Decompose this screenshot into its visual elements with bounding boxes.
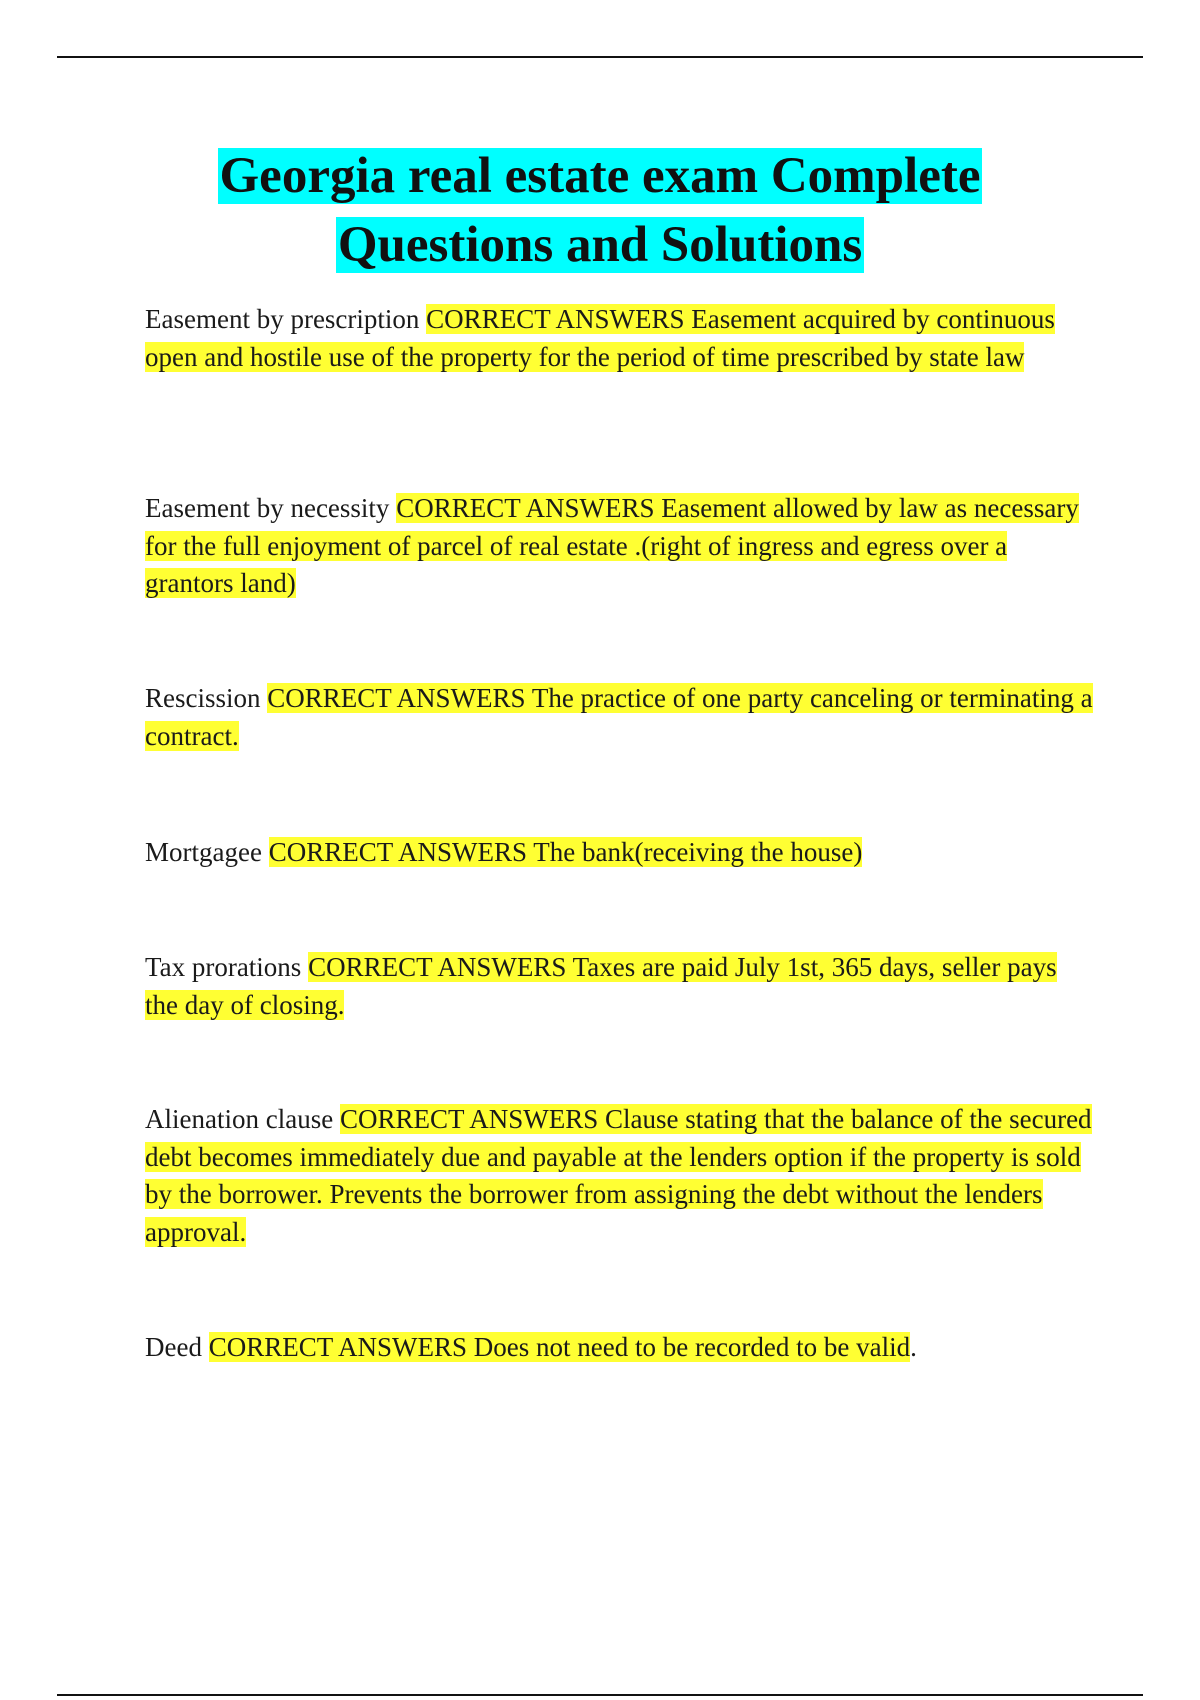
answer: CORRECT ANSWERS Easement allowed by law as necessary for the full enjoyment of parcel of real estate .(right of ingress and egress over a grantors land) bbox=[145, 493, 1079, 598]
title-line-1: Georgia real estate exam Complete bbox=[219, 148, 981, 204]
answer: CORRECT ANSWERS Does not need to be recorded to be valid bbox=[208, 1332, 911, 1362]
term: Mortgagee bbox=[145, 837, 262, 867]
term: Easement by necessity bbox=[145, 493, 390, 523]
qa-entry-alienation-clause bbox=[145, 1101, 1095, 1251]
term: Tax prorations bbox=[145, 952, 302, 982]
bottom-rule bbox=[57, 1694, 1143, 1696]
top-rule bbox=[57, 56, 1143, 58]
answer: CORRECT ANSWERS Easement acquired by continuous open and hostile use of the property for the period of time prescribed by state law bbox=[145, 304, 1055, 372]
term: Alienation clause bbox=[145, 1104, 334, 1134]
title-line-2: Questions and Solutions bbox=[337, 217, 863, 273]
answer: CORRECT ANSWERS Clause stating that the balance of the secured debt becomes immediately due and payable at the lenders option if the property is sold by the borrower. Prevents the borrower from assigning the debt without the lenders approval. bbox=[145, 1104, 1092, 1247]
qa-entry-deed bbox=[145, 1329, 1095, 1367]
qa-entry-rescission bbox=[145, 680, 1095, 755]
document-title bbox=[0, 142, 1200, 280]
qa-entry-easement-necessity bbox=[145, 490, 1095, 603]
answer: CORRECT ANSWERS Taxes are paid July 1st, 365 days, seller pays the day of closing. bbox=[145, 952, 1057, 1020]
qa-entry-easement-prescription bbox=[145, 301, 1095, 376]
answer: CORRECT ANSWERS The practice of one party canceling or terminating a contract. bbox=[145, 683, 1093, 751]
qa-entry-tax-prorations bbox=[145, 949, 1095, 1024]
qa-entry-mortgagee bbox=[145, 834, 1095, 872]
term: Easement by prescription bbox=[145, 304, 420, 334]
trailing-period: . bbox=[910, 1332, 917, 1362]
term: Rescission bbox=[145, 683, 261, 713]
answer: CORRECT ANSWERS The bank(receiving the house) bbox=[268, 837, 863, 867]
term: Deed bbox=[145, 1332, 202, 1362]
